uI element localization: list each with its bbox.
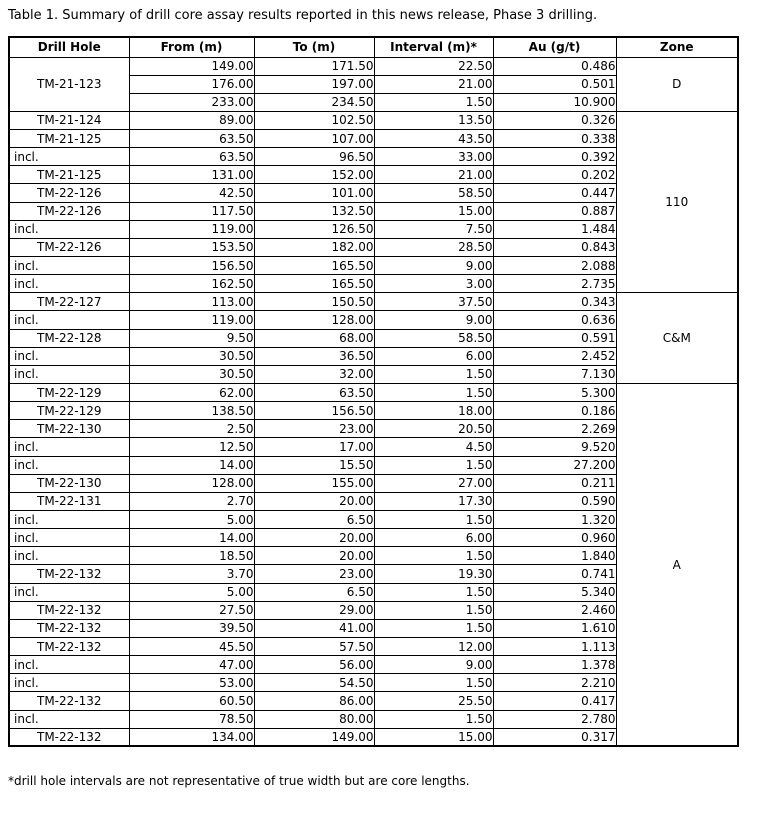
to-cell: 86.00 (254, 692, 374, 710)
to-cell: 36.50 (254, 347, 374, 365)
drill-hole-cell: incl. (9, 656, 129, 674)
to-cell: 150.50 (254, 293, 374, 311)
from-cell: 42.50 (129, 184, 254, 202)
column-header-au: Au (g/t) (493, 37, 616, 57)
interval-cell: 3.00 (374, 275, 493, 293)
drill-hole-cell: incl. (9, 347, 129, 365)
interval-cell: 1.50 (374, 384, 493, 402)
drill-hole-cell: TM-22-132 (9, 601, 129, 619)
assay-table-body (9, 57, 738, 746)
to-cell: 20.00 (254, 547, 374, 565)
from-cell: 3.70 (129, 565, 254, 583)
from-cell: 119.00 (129, 220, 254, 238)
from-cell: 2.50 (129, 420, 254, 438)
drill-hole-cell: TM-22-130 (9, 420, 129, 438)
to-cell: 29.00 (254, 601, 374, 619)
from-cell: 5.00 (129, 583, 254, 601)
from-cell: 153.50 (129, 238, 254, 256)
from-cell: 113.00 (129, 293, 254, 311)
drill-hole-cell: TM-22-126 (9, 238, 129, 256)
au-cell: 0.186 (493, 402, 616, 420)
au-cell: 2.735 (493, 275, 616, 293)
to-cell: 23.00 (254, 565, 374, 583)
zone-cell: C&M (616, 293, 738, 384)
to-cell: 152.00 (254, 166, 374, 184)
interval-cell: 9.00 (374, 311, 493, 329)
drill-hole-cell: TM-21-125 (9, 166, 129, 184)
zone-cell: A (616, 384, 738, 747)
from-cell: 131.00 (129, 166, 254, 184)
to-cell: 32.00 (254, 365, 374, 383)
from-cell: 134.00 (129, 728, 254, 746)
from-cell: 162.50 (129, 275, 254, 293)
au-cell: 0.590 (493, 492, 616, 510)
to-cell: 149.00 (254, 728, 374, 746)
interval-cell: 21.00 (374, 75, 493, 93)
table-row (9, 57, 738, 75)
table-row (9, 111, 738, 129)
au-cell: 7.130 (493, 365, 616, 383)
interval-cell: 1.50 (374, 583, 493, 601)
interval-cell: 27.00 (374, 474, 493, 492)
table-title: Table 1. Summary of drill core assay results reported in this news release, Phase 3 drilling. (8, 8, 598, 23)
au-cell: 2.088 (493, 257, 616, 275)
to-cell: 6.50 (254, 511, 374, 529)
au-cell: 1.320 (493, 511, 616, 529)
au-cell: 2.269 (493, 420, 616, 438)
from-cell: 47.00 (129, 656, 254, 674)
au-cell: 0.392 (493, 148, 616, 166)
interval-cell: 20.50 (374, 420, 493, 438)
column-header-interval: Interval (m)* (374, 37, 493, 57)
interval-cell: 58.50 (374, 329, 493, 347)
au-cell: 10.900 (493, 93, 616, 111)
from-cell: 27.50 (129, 601, 254, 619)
to-cell: 68.00 (254, 329, 374, 347)
to-cell: 128.00 (254, 311, 374, 329)
interval-cell: 1.50 (374, 619, 493, 637)
interval-cell: 19.30 (374, 565, 493, 583)
interval-cell: 37.50 (374, 293, 493, 311)
drill-hole-cell: TM-21-124 (9, 111, 129, 129)
drill-hole-cell: TM-22-132 (9, 638, 129, 656)
to-cell: 17.00 (254, 438, 374, 456)
interval-cell: 7.50 (374, 220, 493, 238)
au-cell: 0.447 (493, 184, 616, 202)
drill-hole-cell: incl. (9, 148, 129, 166)
column-header-zone: Zone (616, 37, 738, 57)
from-cell: 18.50 (129, 547, 254, 565)
au-cell: 0.202 (493, 166, 616, 184)
au-cell: 2.460 (493, 601, 616, 619)
interval-cell: 4.50 (374, 438, 493, 456)
to-cell: 15.50 (254, 456, 374, 474)
from-cell: 78.50 (129, 710, 254, 728)
drill-hole-cell: incl. (9, 275, 129, 293)
au-cell: 0.843 (493, 238, 616, 256)
from-cell: 117.50 (129, 202, 254, 220)
from-cell: 63.50 (129, 148, 254, 166)
drill-hole-cell: TM-22-126 (9, 184, 129, 202)
to-cell: 80.00 (254, 710, 374, 728)
interval-cell: 25.50 (374, 692, 493, 710)
to-cell: 41.00 (254, 619, 374, 637)
au-cell: 0.741 (493, 565, 616, 583)
from-cell: 53.00 (129, 674, 254, 692)
to-cell: 56.00 (254, 656, 374, 674)
from-cell: 63.50 (129, 130, 254, 148)
au-cell: 2.452 (493, 347, 616, 365)
drill-hole-cell: incl. (9, 257, 129, 275)
to-cell: 234.50 (254, 93, 374, 111)
drill-hole-cell: incl. (9, 674, 129, 692)
au-cell: 1.610 (493, 619, 616, 637)
interval-cell: 1.50 (374, 511, 493, 529)
interval-cell: 43.50 (374, 130, 493, 148)
to-cell: 101.00 (254, 184, 374, 202)
to-cell: 20.00 (254, 529, 374, 547)
au-cell: 2.780 (493, 710, 616, 728)
to-cell: 126.50 (254, 220, 374, 238)
to-cell: 96.50 (254, 148, 374, 166)
au-cell: 1.378 (493, 656, 616, 674)
au-cell: 0.591 (493, 329, 616, 347)
from-cell: 2.70 (129, 492, 254, 510)
drill-hole-cell: incl. (9, 456, 129, 474)
drill-hole-cell: incl. (9, 583, 129, 601)
drill-hole-cell: incl. (9, 438, 129, 456)
drill-hole-cell: incl. (9, 547, 129, 565)
interval-cell: 1.50 (374, 547, 493, 565)
to-cell: 23.00 (254, 420, 374, 438)
drill-hole-cell: TM-22-130 (9, 474, 129, 492)
assay-table-header (9, 37, 738, 57)
column-header-to: To (m) (254, 37, 374, 57)
drill-hole-cell: TM-22-132 (9, 619, 129, 637)
from-cell: 149.00 (129, 57, 254, 75)
drill-hole-cell: TM-22-127 (9, 293, 129, 311)
au-cell: 0.636 (493, 311, 616, 329)
au-cell: 0.326 (493, 111, 616, 129)
drill-hole-cell: incl. (9, 220, 129, 238)
drill-hole-cell: TM-21-125 (9, 130, 129, 148)
au-cell: 0.486 (493, 57, 616, 75)
au-cell: 0.417 (493, 692, 616, 710)
table-row (9, 293, 738, 311)
interval-cell: 1.50 (374, 93, 493, 111)
to-cell: 155.00 (254, 474, 374, 492)
from-cell: 176.00 (129, 75, 254, 93)
drill-hole-cell: TM-22-129 (9, 384, 129, 402)
interval-cell: 13.50 (374, 111, 493, 129)
from-cell: 89.00 (129, 111, 254, 129)
to-cell: 165.50 (254, 275, 374, 293)
au-cell: 1.113 (493, 638, 616, 656)
interval-cell: 18.00 (374, 402, 493, 420)
to-cell: 171.50 (254, 57, 374, 75)
zone-cell: D (616, 57, 738, 111)
au-cell: 5.300 (493, 384, 616, 402)
from-cell: 14.00 (129, 456, 254, 474)
au-cell: 0.317 (493, 728, 616, 746)
from-cell: 62.00 (129, 384, 254, 402)
interval-cell: 33.00 (374, 148, 493, 166)
interval-cell: 15.00 (374, 728, 493, 746)
au-cell: 0.211 (493, 474, 616, 492)
drill-hole-cell: TM-22-132 (9, 565, 129, 583)
drill-hole-cell: TM-22-128 (9, 329, 129, 347)
from-cell: 5.00 (129, 511, 254, 529)
to-cell: 20.00 (254, 492, 374, 510)
assay-table (8, 36, 739, 747)
table-row (9, 384, 738, 402)
interval-cell: 1.50 (374, 674, 493, 692)
to-cell: 57.50 (254, 638, 374, 656)
au-cell: 27.200 (493, 456, 616, 474)
from-cell: 30.50 (129, 347, 254, 365)
au-cell: 0.501 (493, 75, 616, 93)
drill-hole-cell: incl. (9, 529, 129, 547)
drill-hole-cell: TM-22-132 (9, 692, 129, 710)
drill-hole-cell: incl. (9, 365, 129, 383)
interval-cell: 22.50 (374, 57, 493, 75)
from-cell: 119.00 (129, 311, 254, 329)
interval-cell: 1.50 (374, 365, 493, 383)
au-cell: 0.338 (493, 130, 616, 148)
to-cell: 63.50 (254, 384, 374, 402)
from-cell: 12.50 (129, 438, 254, 456)
from-cell: 156.50 (129, 257, 254, 275)
to-cell: 107.00 (254, 130, 374, 148)
interval-cell: 1.50 (374, 601, 493, 619)
interval-cell: 28.50 (374, 238, 493, 256)
to-cell: 132.50 (254, 202, 374, 220)
au-cell: 9.520 (493, 438, 616, 456)
from-cell: 138.50 (129, 402, 254, 420)
interval-cell: 9.00 (374, 257, 493, 275)
interval-cell: 6.00 (374, 529, 493, 547)
zone-cell: 110 (616, 111, 738, 292)
interval-cell: 21.00 (374, 166, 493, 184)
interval-cell: 58.50 (374, 184, 493, 202)
interval-cell: 12.00 (374, 638, 493, 656)
column-header-drill-hole: Drill Hole (9, 37, 129, 57)
from-cell: 45.50 (129, 638, 254, 656)
from-cell: 14.00 (129, 529, 254, 547)
to-cell: 102.50 (254, 111, 374, 129)
drill-hole-cell: incl. (9, 511, 129, 529)
drill-hole-cell: TM-22-129 (9, 402, 129, 420)
from-cell: 9.50 (129, 329, 254, 347)
drill-hole-cell: TM-22-131 (9, 492, 129, 510)
header-row (9, 37, 738, 57)
interval-cell: 17.30 (374, 492, 493, 510)
from-cell: 60.50 (129, 692, 254, 710)
au-cell: 5.340 (493, 583, 616, 601)
interval-cell: 15.00 (374, 202, 493, 220)
from-cell: 30.50 (129, 365, 254, 383)
column-header-from: From (m) (129, 37, 254, 57)
au-cell: 1.840 (493, 547, 616, 565)
to-cell: 156.50 (254, 402, 374, 420)
au-cell: 2.210 (493, 674, 616, 692)
au-cell: 0.960 (493, 529, 616, 547)
au-cell: 0.343 (493, 293, 616, 311)
au-cell: 1.484 (493, 220, 616, 238)
footnote: *drill hole intervals are not representative of true width but are core lengths. (8, 774, 470, 789)
from-cell: 39.50 (129, 619, 254, 637)
interval-cell: 9.00 (374, 656, 493, 674)
from-cell: 128.00 (129, 474, 254, 492)
to-cell: 165.50 (254, 257, 374, 275)
interval-cell: 1.50 (374, 456, 493, 474)
to-cell: 182.00 (254, 238, 374, 256)
drill-hole-cell: incl. (9, 311, 129, 329)
interval-cell: 1.50 (374, 710, 493, 728)
drill-hole-cell: TM-22-126 (9, 202, 129, 220)
to-cell: 6.50 (254, 583, 374, 601)
from-cell: 233.00 (129, 93, 254, 111)
au-cell: 0.887 (493, 202, 616, 220)
drill-hole-cell: TM-22-132 (9, 728, 129, 746)
to-cell: 54.50 (254, 674, 374, 692)
drill-hole-cell: TM-21-123 (9, 57, 129, 111)
drill-hole-cell: incl. (9, 710, 129, 728)
interval-cell: 6.00 (374, 347, 493, 365)
to-cell: 197.00 (254, 75, 374, 93)
